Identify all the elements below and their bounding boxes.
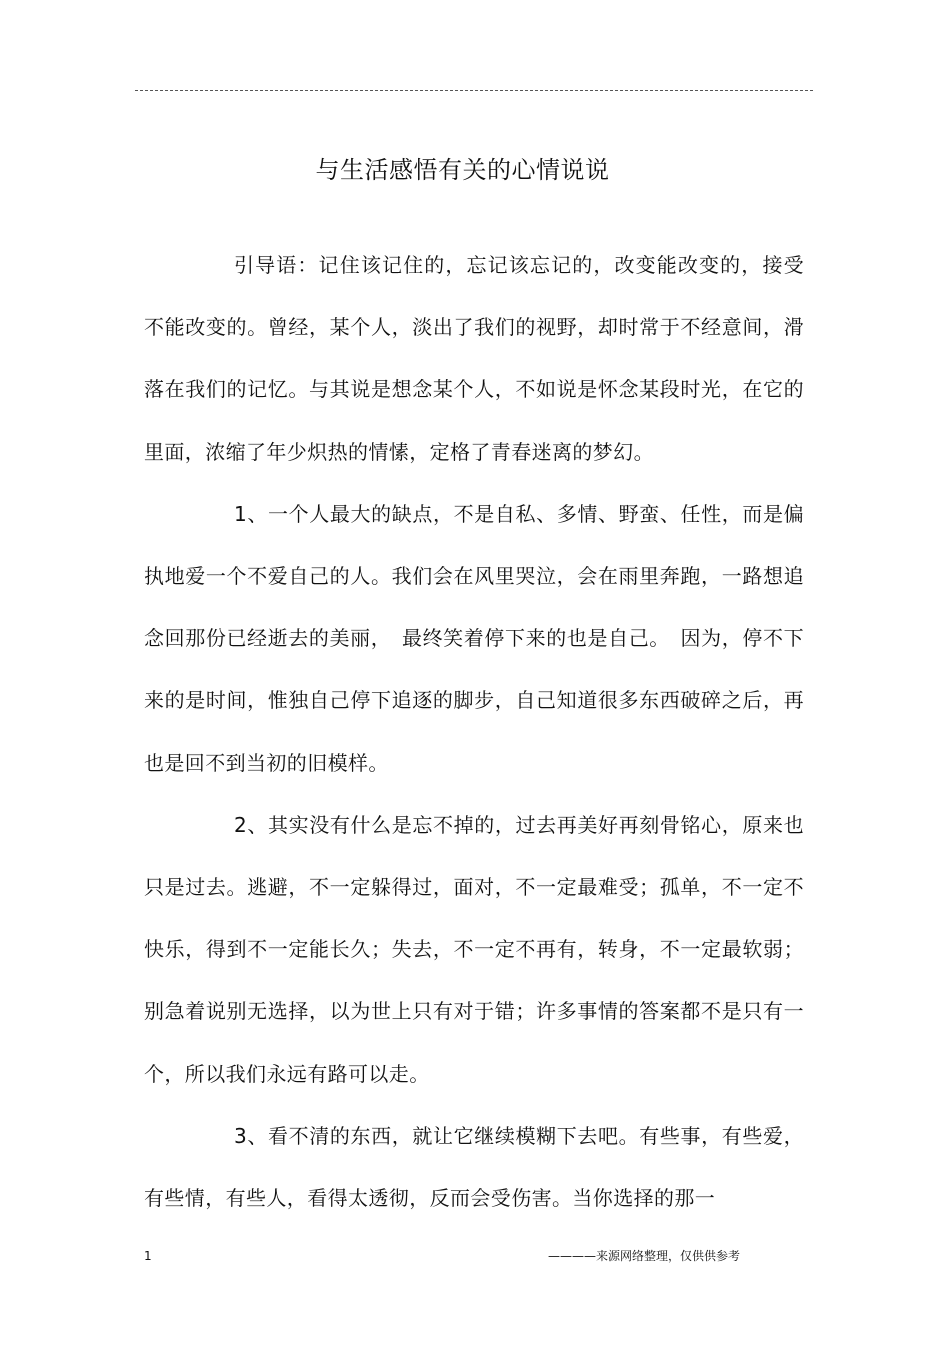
paragraph-3: 3、看不清的东西，就让它继续模糊下去吧。有些事，有些爱，有些情，有些人，看得太透彻，反而会受伤害。当你选择的那一 [144, 1123, 804, 1211]
paragraph-1: 1、一个人最大的缺点，不是自私、多情、野蛮、任性，而是偏执地爱一个不爱自己的人。我们会在风里哭泣，会在雨里奔跑，一路想追念回那份已经逝去的美丽， 最终笑着停下来的也是自己。 因为，停不下来的是时间，惟独自己停下追逐的脚步，自己知道很多东西破碎之后，再也是回不到当初的旧模样。 [144, 501, 804, 775]
document-title: 与生活感悟有关的心情说说 [315, 156, 610, 184]
header-dashed-rule [135, 90, 813, 91]
document-body [144, 234, 804, 1229]
paragraph-intro: 引导语：记住该记住的，忘记该忘记的，改变能改变的，接受不能改变的。曾经，某个人，淡出了我们的视野，却时常于不经意间，滑落在我们的记忆。与其说是想念某个人，不如说是怀念某段时光，在它的里面，浓缩了年少炽热的情愫，定格了青春迷离的梦幻。 [144, 253, 804, 464]
paragraph-2: 2、其实没有什么是忘不掉的，过去再美好再刻骨铭心，原来也只是过去。逃避，不一定躲得过，面对，不一定最难受；孤单，不一定不快乐，得到不一定能长久；失去，不一定不再有，转身，不一定最软弱；别急着说别无选择，以为世上只有对于错；许多事情的答案都不是只有一个，所以我们永远有路可以走。 [144, 812, 804, 1086]
footer-page-number: 1 [144, 1249, 152, 1263]
footer-source-note: ————来源网络整理，仅供供参考 [548, 1249, 741, 1263]
